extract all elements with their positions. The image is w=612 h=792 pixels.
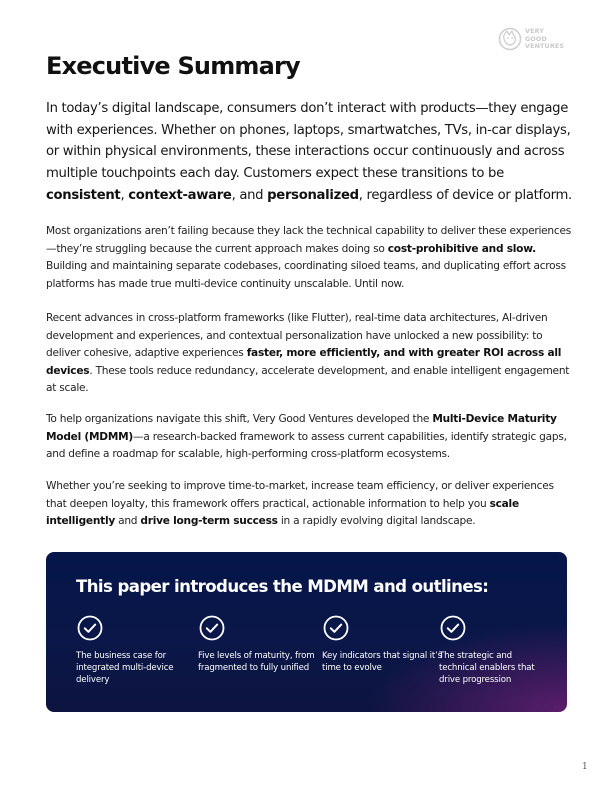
callout-item-text: Key indicators that signal it’s time to evolve bbox=[322, 651, 443, 674]
emphasis-scale-intelligently: scale intelligently bbox=[46, 497, 519, 528]
body-paragraph-3: To help organizations navigate this shift, Very Good Ventures developed the Multi-Device Maturity Model (MDMM)—a research-backed framework to assess current capabilities, identify strategic gaps, and define a roadmap for scalable, high-performing cross-platform ecosystems. bbox=[46, 413, 567, 461]
logo-line-1: VERY bbox=[525, 28, 545, 35]
vgv-mascot-icon bbox=[497, 26, 523, 52]
logo-wordmark bbox=[525, 28, 564, 51]
emphasis-personalized: personalized bbox=[267, 187, 359, 203]
emphasis-context-aware: context-aware bbox=[128, 187, 232, 203]
body-paragraph-4: Whether you’re seeking to improve time-to-market, increase team efficiency, or deliver experiences that deepen loyalty, this framework offers practical, actionable information to help you scale intelligently and drive long-term success in a rapidly evolving digital landscape. bbox=[46, 480, 554, 528]
page-title: Executive Summary bbox=[46, 52, 300, 80]
body-paragraph-1: Most organizations aren’t failing because they lack the technical capability to deliver these experiences—they’re struggling because the current approach makes doing so cost-prohibitive and slow. Building and maintaining separate codebases, coordinating siloed teams, and duplicating effort across platforms has made true multi-device continuity unscalable. Until now. bbox=[46, 225, 572, 290]
lead-paragraph: In today’s digital landscape, consumers don’t interact with products—they engage with experiences. Whether on phones, laptops, smartwatches, TVs, in-car displays, or within physical environments, these interactions occur continuously and across multiple touchpoints each day. Customers expect these transitions to be consistent, context-aware, and personalized, regardless of device or platform. bbox=[46, 101, 572, 203]
logo-line-2: GOOD bbox=[525, 35, 547, 43]
emphasis-mdmm: Multi-Device Maturity Model (MDMM) bbox=[46, 413, 557, 443]
callout-item-text: The strategic and technical enablers that drive progression bbox=[439, 651, 535, 686]
vgv-logo bbox=[497, 26, 577, 54]
check-circle-icon bbox=[198, 614, 226, 642]
check-circle-icon bbox=[76, 614, 104, 642]
emphasis-consistent: consistent bbox=[46, 187, 121, 203]
check-circle-icon bbox=[322, 614, 350, 642]
emphasis-cost-prohibitive: cost-prohibitive and slow. bbox=[387, 242, 536, 255]
callout-item-text: Five levels of maturity, from fragmented to fully unified bbox=[198, 651, 315, 674]
mdmm-callout-card bbox=[46, 552, 567, 712]
logo-line-3: VENTURES bbox=[525, 43, 565, 51]
callout-title: This paper introduces the MDMM and outlines: bbox=[76, 577, 489, 596]
emphasis-long-term-success: drive long-term success bbox=[140, 515, 278, 528]
check-circle-icon bbox=[439, 614, 467, 642]
callout-item-text: The business case for integrated multi-device delivery bbox=[76, 651, 174, 686]
page-number: 1 bbox=[582, 762, 588, 772]
emphasis-faster-roi: faster, more efficiently, and with greater ROI across all devices bbox=[46, 347, 562, 377]
body-paragraph-2: Recent advances in cross-platform frameworks (like Flutter), real-time data architectures, AI-driven development and experiences, and contextual personalization have unlocked a new possibility: to deliver cohesive, adaptive experiences faster, more efficiently, and with greater ROI across all devices. These tools reduce redundancy, accelerate development, and enable intelligent engagement at scale. bbox=[46, 312, 570, 395]
